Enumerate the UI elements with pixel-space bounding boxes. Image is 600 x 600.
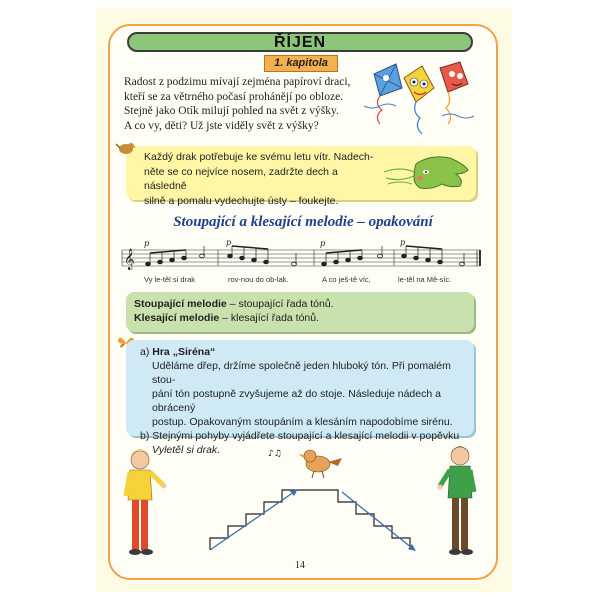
page-title: ŘÍJEN — [127, 32, 473, 52]
melody-section-title: Stoupající a klesající melodie – opakování — [173, 214, 433, 230]
bird-icon — [116, 140, 136, 156]
game-b-line: b) Stejnými pohyby vyjádřete stoupající a klesající melodii v popěvku — [140, 430, 460, 442]
stairs-icon — [210, 490, 410, 550]
intro-line: kteří se za větrného počasí prohánějí po obloze. — [124, 90, 344, 103]
lyric-measure-3: A co ješ-tě víc, — [322, 275, 371, 284]
kites-illustration — [356, 58, 482, 142]
game-a-line: postup. Opakovaným stoupáním a klesáním napodobíme sirénu. — [152, 416, 453, 428]
lyric-measure-4: le-těl na Mě-síc. — [398, 275, 452, 284]
svg-text:♪♫: ♪♫ — [268, 449, 282, 459]
dynamic-mark: p — [400, 240, 406, 247]
treble-clef-icon: 𝄞 — [124, 249, 135, 270]
dynamic-mark: p — [320, 240, 326, 248]
game-a-line: Uděláme dřep, držíme společně jeden hluboký tón. Při pomalém stou- — [152, 360, 451, 386]
music-staff — [118, 240, 484, 274]
dynamic-mark: p — [144, 240, 150, 248]
boy-left-icon — [126, 449, 167, 555]
definitions-text — [134, 297, 334, 325]
dynamic-mark: p — [226, 240, 232, 247]
game-b-song: Vyletěl si drak. — [152, 444, 221, 456]
breathing-line: Každý drak potřebuje ke svému letu vítr. Nadech- — [144, 151, 374, 163]
singing-bird-icon — [268, 449, 342, 478]
intro-line: A co vy, děti? Už jste viděly svět z výšky? — [124, 119, 319, 132]
arrow-down-icon — [342, 492, 416, 551]
notes-measure-4 — [402, 246, 465, 266]
game-a-line: pání tón postupně zvyšujeme až do stoje. Následuje nádech a obrácený — [152, 388, 441, 414]
game-a-heading: a) Hra „Siréna“ — [140, 346, 216, 358]
breathing-line: něte se co nejvíce nosem, zadržte dech a následně — [144, 165, 338, 192]
page-number: 14 — [295, 560, 305, 571]
lyric-measure-1: Vy le-těl si drak — [144, 275, 195, 284]
intro-line: Stejně jako Otík milují pohled na svět z výšky. — [124, 105, 339, 117]
siren-illustration — [118, 440, 488, 560]
notes-measure-3 — [322, 246, 383, 266]
chapter-label: 1. kapitola — [264, 55, 338, 72]
boy-right-icon — [438, 446, 475, 555]
lyric-measure-2: rov-nou do ob-lak. — [228, 275, 289, 284]
notes-measure-1 — [146, 246, 205, 266]
definition-falling: Klesající melodie – klesající řada tónů. — [134, 312, 320, 324]
definition-rising: Stoupající melodie – stoupající řada tónů. — [134, 298, 334, 310]
breathing-exercise-text — [144, 150, 382, 208]
kite-left-icon — [374, 64, 402, 124]
wind-face-icon — [382, 150, 472, 196]
intro-line: Radost z podzimu mívají zejména papíroví draci, — [124, 76, 351, 88]
kite-center-icon — [404, 66, 434, 134]
notes-measure-2 — [228, 246, 297, 266]
intro-paragraph — [124, 75, 356, 133]
arrow-up-icon — [210, 489, 298, 550]
breathing-line: silně a pomalu vydechujte ústy – foukejte. — [144, 194, 339, 207]
